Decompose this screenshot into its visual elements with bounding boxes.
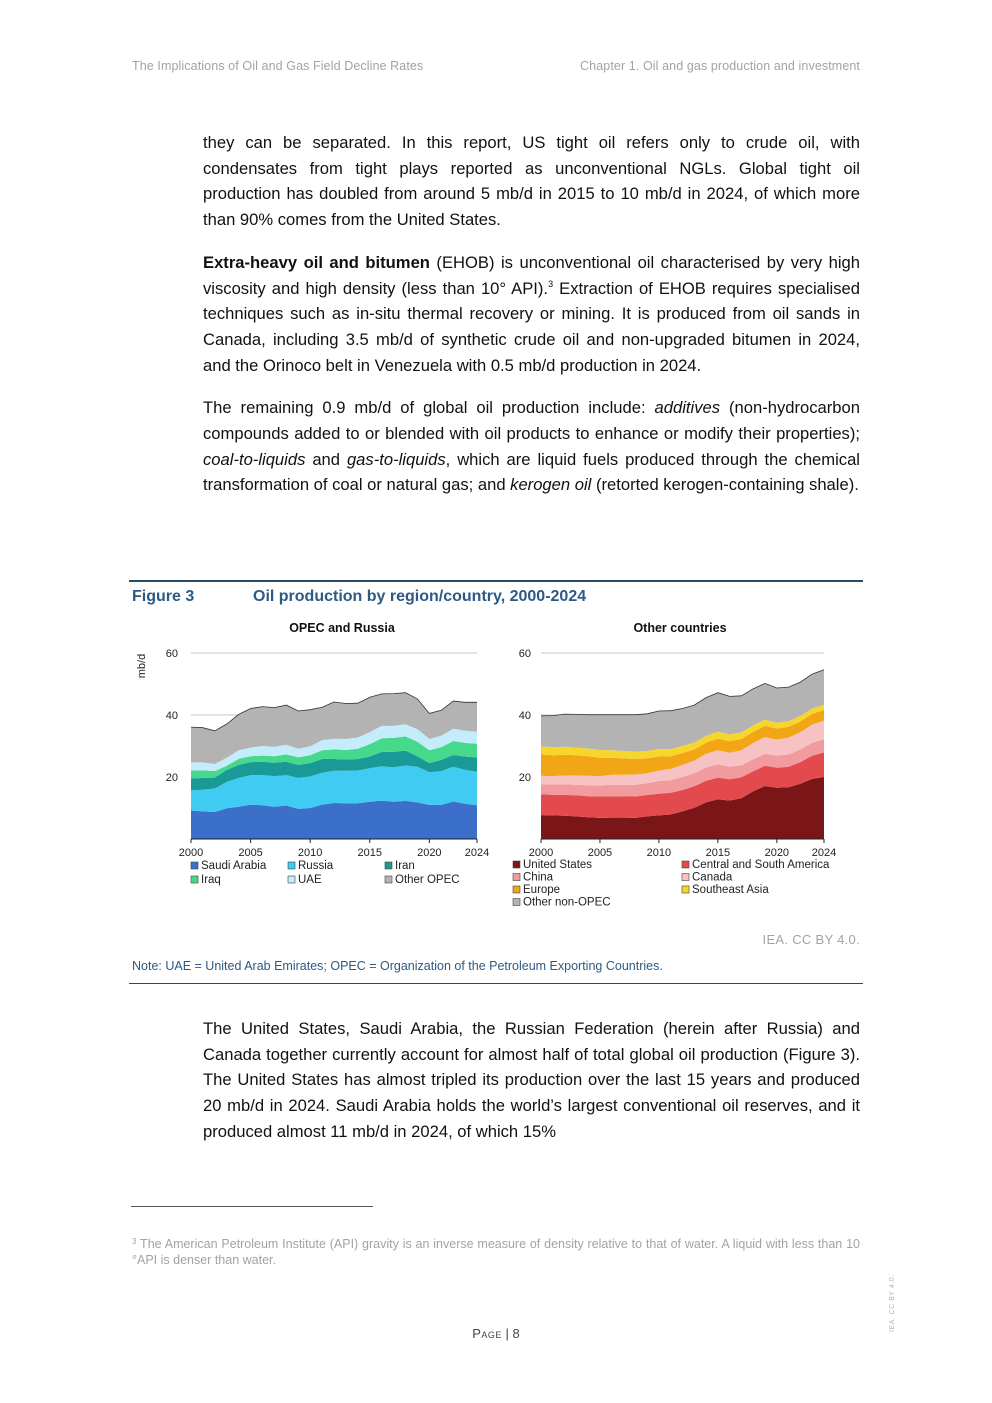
footnote (132, 1236, 860, 1268)
paragraph-ehob (203, 250, 860, 379)
opec-legend-swatch-5 (385, 876, 392, 883)
opec-ytick-60: 60 (165, 648, 178, 660)
other-xtick-2015: 2015 (705, 847, 731, 859)
paragraph-top-producers: The United States, Saudi Arabia, the Russian Federation (herein after Russia) and Canada together currently account for almost half of total global oil production (Figure 3). The United States has almost tripled its production over the last 15 years and produced 20 mb/d in 2024. Saudi Arabia holds the world’s largest conventional oil reserves, and it produced almost 11 mb/d in 2024, of which 15% (203, 1019, 860, 1141)
other-legend-swatch-5 (682, 886, 689, 893)
other-legend-swatch-4 (513, 886, 520, 893)
figure-title: Oil production by region/country, 2000-2024 (253, 588, 587, 605)
other-xtick-2000: 2000 (528, 847, 554, 859)
figure-credit: IEA. CC BY 4.0. (762, 932, 860, 947)
paragraph-remaining (203, 395, 860, 498)
other-ytick-60: 60 (518, 648, 531, 660)
footnote-number: 3 (132, 1237, 137, 1246)
term-ctl: coal-to-liquids (203, 449, 306, 469)
side-credit: IEA. CC BY 4.0. (889, 1274, 896, 1332)
opec-legend-swatch-4 (288, 876, 295, 883)
other-legend-label-5: Southeast Asia (692, 884, 769, 896)
other-legend-label-1: Central and South America (692, 859, 830, 871)
opec-legend-label-3: Iraq (201, 874, 221, 886)
other-xtick-2024: 2024 (811, 847, 837, 859)
paragraph-ehob-text-a: (EHOB) is unconventional oil characterised by very high viscosity and high density (less than 10° API). (203, 252, 860, 298)
opec-legend-label-1: Russia (298, 860, 334, 872)
oil-production-charts (128, 612, 868, 924)
paragraph-remaining-text-c: and (305, 449, 347, 469)
body-text-top (203, 130, 860, 515)
paragraph-ehob-text-b: Extraction of EHOB requires specialised techniques such as in-situ thermal recovery or mining. It is produced from oil sands in Canada, including 3.5 mb/d of synthetic crude oil and non-upgraded bitumen in 2024, and the Orinoco belt in Venezuela with 0.5 mb/d production in 2024. (203, 278, 860, 375)
paragraph-remaining-text-e: (retorted kerogen-containing shale). (591, 475, 859, 495)
opec-legend-swatch-0 (191, 862, 198, 869)
other-legend-label-3: Canada (692, 871, 733, 884)
term-additives: additives (654, 398, 721, 418)
opec-legend-swatch-1 (288, 862, 295, 869)
opec-ytick-20: 20 (165, 772, 178, 784)
opec-xtick-2020: 2020 (417, 847, 442, 859)
opec-xtick-2015: 2015 (357, 847, 382, 859)
opec-xtick-2024: 2024 (464, 847, 490, 859)
running-header-chapter: Chapter 1. Oil and gas production and investment (580, 59, 860, 73)
body-text-bottom (203, 1016, 860, 1162)
paragraph-tight-oil: they can be separated. In this report, US tight oil refers only to crude oil, with condensates from tight plays reported as unconventional NGLs. Global tight oil production has doubled from around 5 mb/d in 2015 to 10 mb/d in 2024, of which more than 90% comes from the United States. (203, 133, 860, 230)
paragraph-remaining-text-a: The remaining 0.9 mb/d of global oil production include: (203, 398, 655, 418)
opec-xtick-2010: 2010 (297, 847, 323, 859)
opec-legend-swatch-3 (191, 876, 198, 883)
opec-legend-label-2: Iran (395, 860, 415, 872)
footnote-text: The American Petroleum Institute (API) gravity is an inverse measure of density relative to that of water. A liquid with less than 10 °API is denser than water. (132, 1237, 860, 1267)
other-chart-title: Other countries (633, 621, 727, 635)
other-legend-label-4: Europe (523, 884, 561, 896)
other-legend-swatch-3 (682, 874, 689, 881)
other-xtick-2020: 2020 (764, 847, 790, 859)
other-ytick-20: 20 (518, 772, 531, 784)
opec-ytick-40: 40 (165, 710, 178, 722)
term-ehob: Extra-heavy oil and bitumen (203, 252, 430, 272)
opec-legend-label-4: UAE (298, 874, 322, 886)
opec-legend-label-0: Saudi Arabia (201, 860, 267, 872)
opec-legend-label-5: Other OPEC (395, 874, 460, 886)
opec-xtick-2005: 2005 (238, 847, 263, 859)
paragraph-remaining-text-b: (non-hydrocarbon compounds added to or blended with oil products to enhance or modify their properties); (203, 398, 860, 444)
figure-top-rule (129, 580, 863, 582)
footnote-separator (131, 1206, 373, 1207)
other-ytick-40: 40 (518, 710, 531, 722)
other-xtick-2010: 2010 (646, 847, 672, 859)
figure-label: Figure 3 (132, 588, 195, 605)
paragraph-remaining-text-d: , which are liquid fuels produced through the chemical transformation of coal or natural gas; and (203, 449, 860, 495)
footnote-ref[interactable]: 3 (548, 278, 554, 289)
figure-note: Note: UAE = United Arab Emirates; OPEC = Organization of the Petroleum Exporting Countries. (132, 959, 663, 973)
other-legend-swatch-0 (513, 861, 520, 868)
page-separator: | (501, 1326, 513, 1341)
other-legend-label-2: China (523, 871, 554, 884)
page-number (0, 1326, 992, 1341)
other-xtick-2005: 2005 (587, 847, 613, 859)
other-legend-swatch-2 (513, 874, 520, 881)
term-gtl: gas-to-liquids (346, 449, 446, 469)
y-axis-label: mb/d (136, 653, 148, 679)
other-legend-swatch-6 (513, 899, 520, 906)
opec-xtick-2000: 2000 (178, 847, 204, 859)
other-legend-label-6: Other non-OPEC (523, 896, 611, 909)
figure-bottom-rule (129, 983, 863, 984)
other-legend-label-0: United States (523, 859, 593, 871)
running-header-title: The Implications of Oil and Gas Field Decline Rates (132, 59, 424, 73)
opec-chart-title: OPEC and Russia (289, 621, 395, 635)
opec-legend-swatch-2 (385, 862, 392, 869)
other-legend-swatch-1 (682, 861, 689, 868)
page-number-value: 8 (512, 1326, 520, 1341)
term-kerogen: kerogen oil (510, 475, 592, 495)
page-word: Page (472, 1326, 502, 1341)
